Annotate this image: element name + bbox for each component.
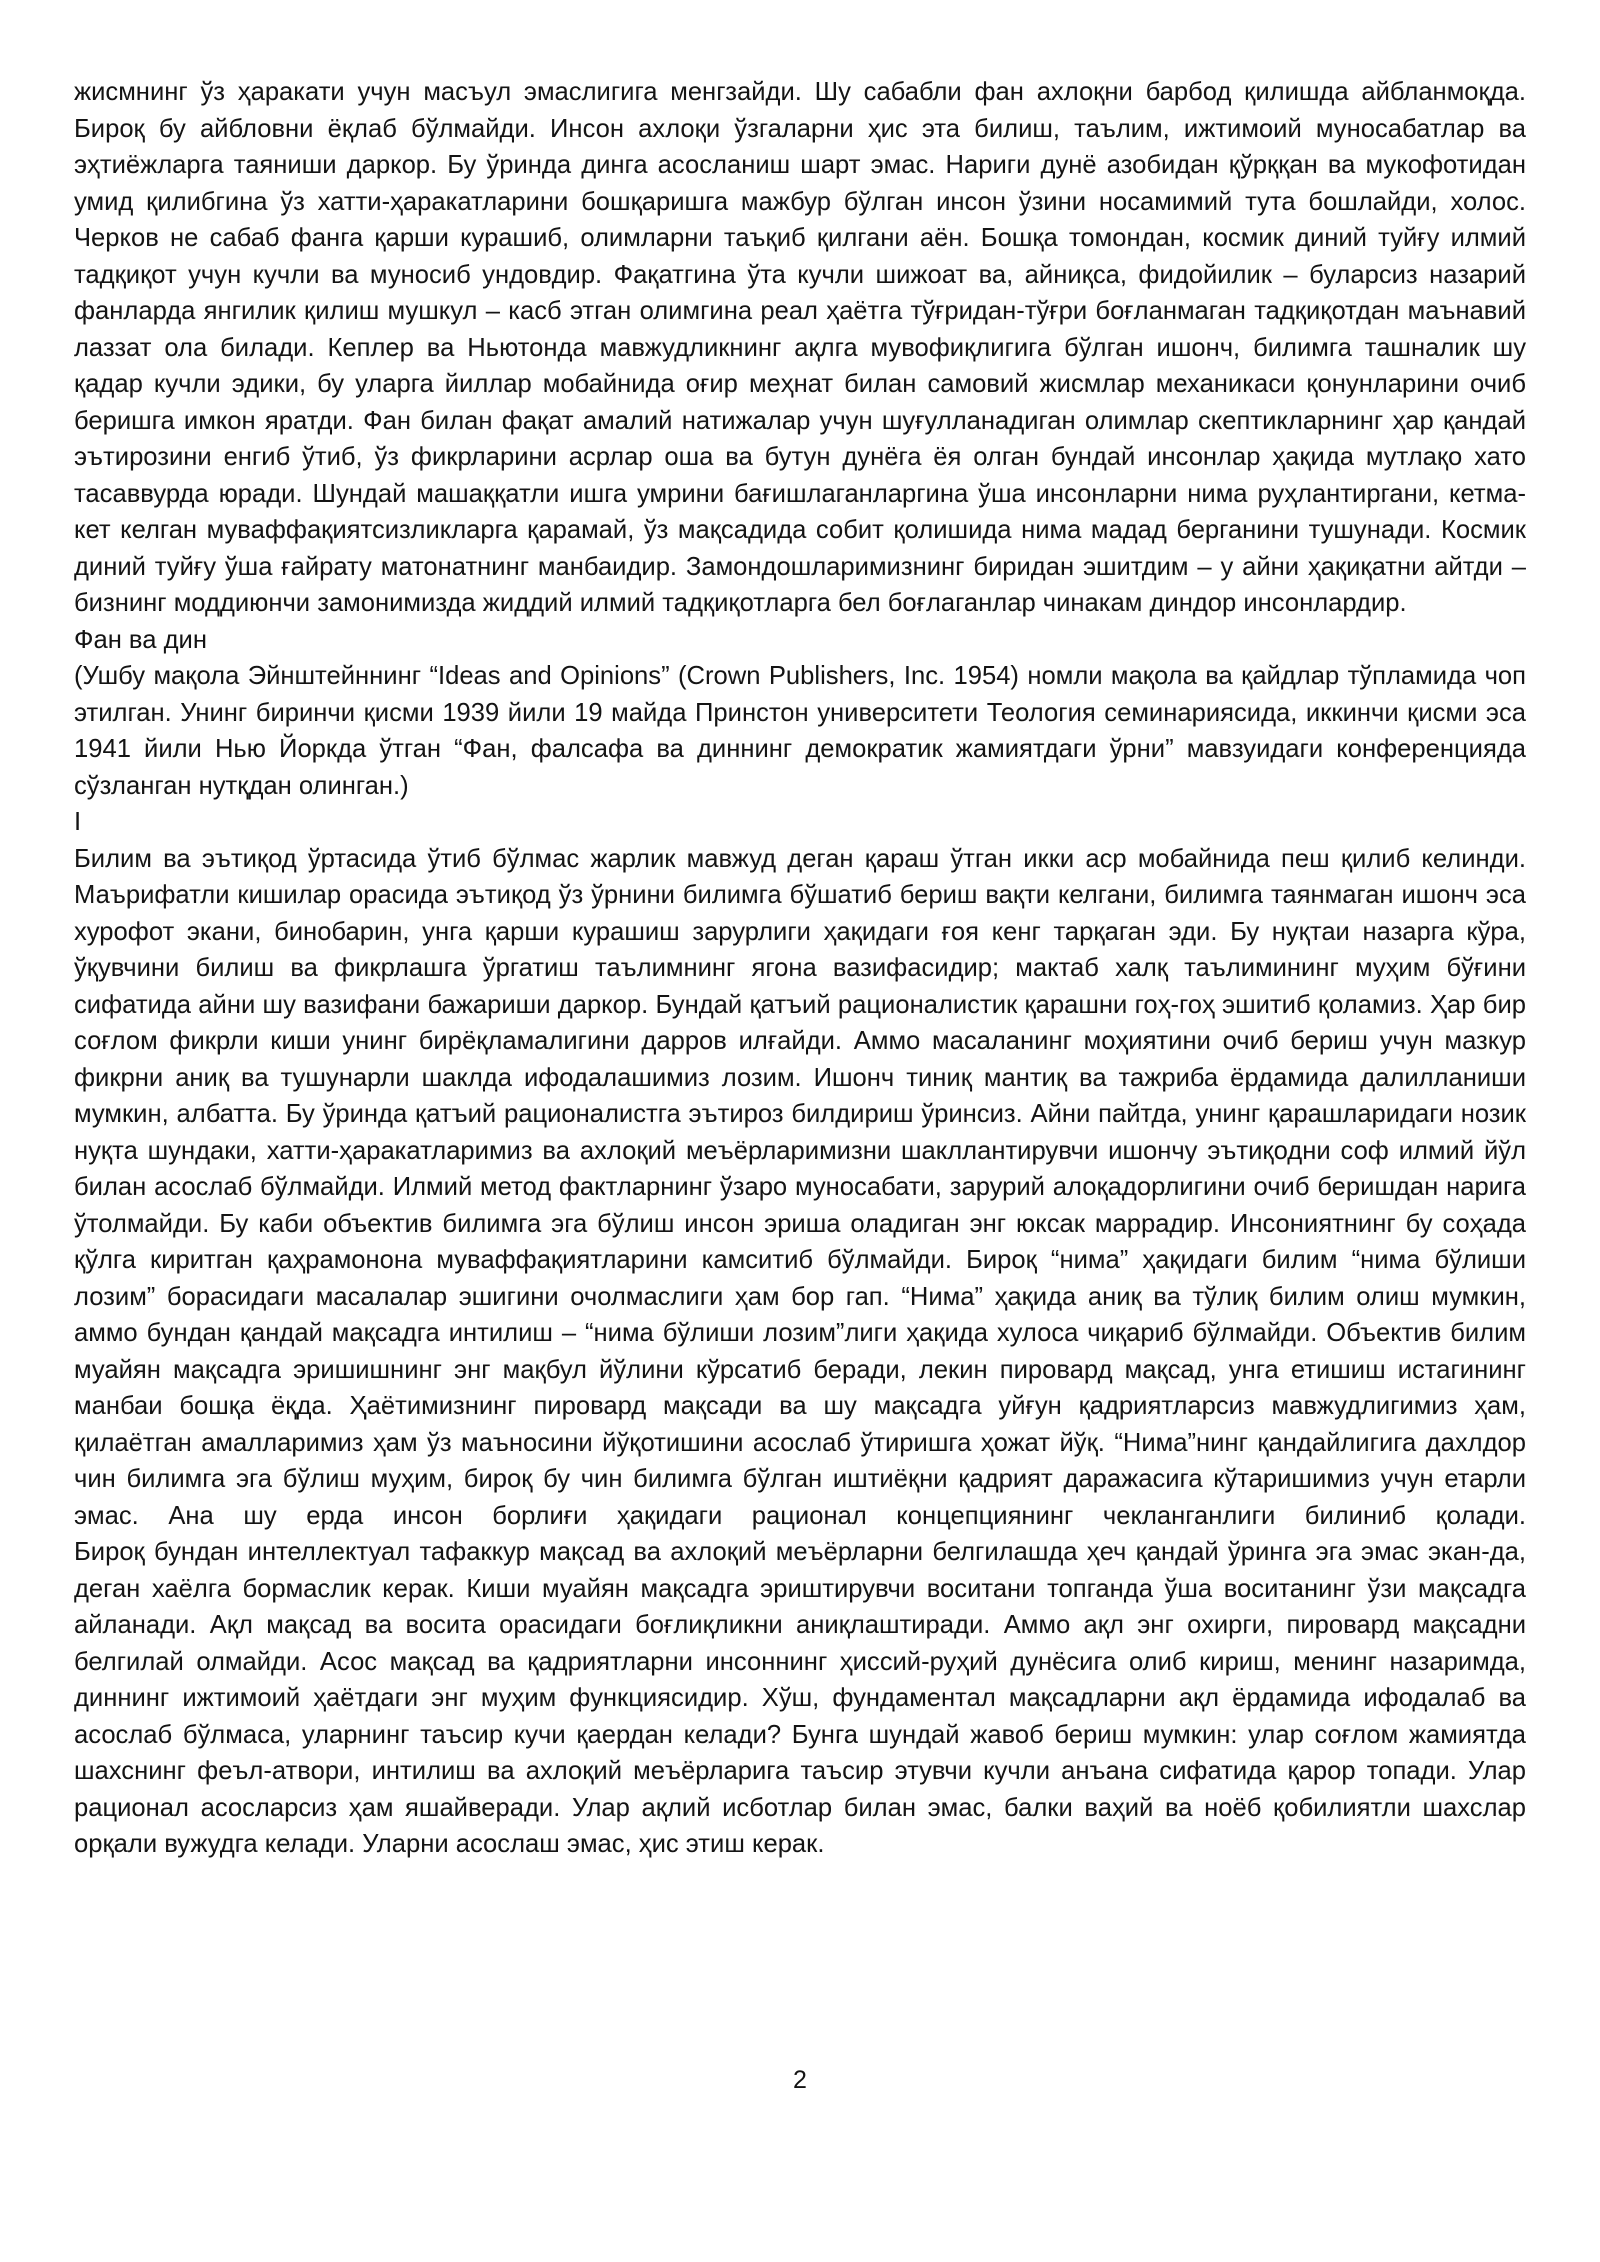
page-number: 2 (793, 2066, 807, 2094)
paragraph-ethics-continuation: жисмнинг ўз ҳаракати учун масъул эмаслигига менгзайди. Шу сабабли фан ахлоқни барбод қилишда айбланмоқда. Бироқ бу айбловни ёқлаб бўлмайди. Инсон ахлоқи ўзгаларни ҳис эта билиш, таълим, ижтимоий муносабатлар ва эҳтиёжларга таяниши даркор. Бу ўринда динга асосланиш шарт эмас. Нариги дунё азобидан қўрққан ва мукофотидан умид қилибгина ўз хатти-ҳаракатларини бошқаришга мажбур бўлган инсон ўзини носамимий тута бошлайди, холос. (74, 78, 1526, 216)
source-note: (Ушбу мақола Эйнштейннинг “Ideas and Opinions” (Crown Publishers, Inc. 1954) номли мақола ва қайдлар тўпламида чоп этилган. Унинг биринчи қисми 1939 йили 19 майда Принстон университети Теология семинариясида, иккинчи қисми эса 1941 йили Нью Йоркда ўтган “Фан, фалсафа ва диннинг демократик жамиятдаги ўрни” мавзуидаги конференцияда сўзланган нутқдан олинган.) (74, 662, 1526, 800)
section-title: Фан ва дин (74, 625, 207, 654)
document-body (74, 74, 1526, 1863)
paragraph-cosmic-religious-feeling: Черков не сабаб фанга қарши курашиб, олимларни таъқиб қилгани аён. Бошқа томондан, космик диний туйғу илмий тадқиқот учун кучли ва муносиб ундовдир. Фақатгина ўта кучли шижоат ва, айниқса, фидойилик – буларсиз назарий фанларда янгилик қилиш мушкул – касб этган олимгина реал ҳаётга тўғридан-тўғри боғланмаган тадқиқотдан маънавий лаззат ола билади. Кеплер ва Ньютонда мавжудликнинг ақлга мувофиқлигига бўлган ишонч, билимга ташналик шу қадар кучли эдики, бу уларга йиллар мобайнида оғир меҳнат билан самовий жисмлар механикаси қонунларини очиб беришга имкон яратди. Фан билан фақат амалий натижалар учун шуғулланадиган олимлар скептикларнинг ҳар қандай эътирозини енгиб ўтиб, ўз фикрларини асрлар оша ва бутун дунёга ёя олган бундай инсонлар ҳақида мутлақо хато тасаввурда юради. Шундай машаққатли ишга умрини бағишлаганларгина ўша инсонларни нима руҳлантиргани, кетма-кет келган муваффақиятсизликларга қарамай, ўз мақсадида собит қолишида нима мадад берганини тушунади. Космик диний туйғу ўша ғайрату матонатнинг манбаидир. Замондошларимизнинг биридан эшитдим – у айни ҳақиқатни айтди – бизнинг моддиюнчи замонимизда жиддий илмий тадқиқотларга бел боғлаганлар чинакам диндор инсонлардир. (74, 224, 1526, 617)
part-number: I (74, 808, 82, 836)
paragraph-knowledge-and-belief: Билим ва эътиқод ўртасида ўтиб бўлмас жарлик мавжуд деган қараш ўтган икки аср мобайнида пеш қилиб келинди. Маърифатли кишилар орасида эътиқод ўз ўрнини билимга бўшатиб бериш вақти келгани, билимга таянмаган ишонч эса хурофот экани, бинобарин, унга қарши курашиш зарурлиги ҳақидаги ғоя кенг тарқаган эди. Бу нуқтаи назарга кўра, ўқувчини билиш ва фикрлашга ўргатиш таълимнинг ягона вазифасидир; мактаб халқ таълимининг муҳим бўғини сифатида айни шу вазифани бажариши даркор. Бундай қатъий рационалистик қарашни гоҳ-гоҳ эшитиб қоламиз. Ҳар бир соғлом фикрли киши унинг бирёқламалигини дарров илғайди. Аммо масаланинг моҳиятини очиб бериш учун мазкур фикрни аниқ ва тушунарли шаклда ифодалашимиз лозим. Ишонч тиниқ мантиқ ва тажриба ёрдамида далилланиши мумкин, албатта. Бу ўринда қатъий рационалистга эътироз билдириш ўринсиз. Айни пайтда, унинг қарашларидаги нозик нуқта шундаки, хатти-ҳаракатларимиз ва ахлоқий меъёрларимизни шакллантирувчи ишончу эътиқодни соф илмий йўл билан асослаб бўлмайди. Илмий метод фактларнинг ўзаро муносабати, зарурий алоқадорлигини очиб беришдан нарига ўтолмайди. Бу каби объектив билимга эга бўлиш инсон эриша оладиган энг юксак маррадир. Инсониятнинг бу соҳада қўлга киритган қаҳрамонона муваффақиятларини камситиб бўлмайди. Бироқ “нима” ҳақидаги билим “нима бўлиши лозим” борасидаги масалалар эшигини очолмаслиги ҳам бор гап. “Нима” ҳақида аниқ ва тўлиқ билим олиш мумкин, аммо бундан қандай мақсадга интилиш – “нима бўлиши лозим”лиги ҳақида хулоса чиқариб бўлмайди. Объектив билим муайян мақсадга эришишнинг энг мақбул йўлини кўрсатиб беради, лекин пировард мақсад, унга етишиш истагининг манбаи бошқа ёқда. Ҳаётимизнинг пировард мақсади ва шу мақсадга уйғун қадриятларсиз мавжудлигимиз ҳам, қилаётган амалларимиз ҳам ўз маъносини йўқотишини асослаб ўтиришга ҳожат йўқ. “Нима”нинг қандайлигига дахлдор чин билимга эга бўлиш муҳим, бироқ бу чин билимга бўлган иштиёқни қадрият даражасига кўтаришимиз учун етарли эмас. Ана шу ерда инсон борлиғи ҳақидаги рационал концепциянинг чекланганлиги билиниб қолади. (74, 844, 1526, 1530)
paragraph-intellect-and-goals: Бироқ бундан интеллектуал тафаккур мақсад ва ахлоқий меъёрларни белгилашда ҳеч қандай ўринга эга эмас экан-да, деган хаёлга бормаслик керак. Киши муайян мақсадга эриштирувчи воситани топганда ўша воситанинг ўзи мақсадга айланади. Ақл мақсад ва восита орасидаги боғлиқликни аниқлаштиради. Аммо ақл энг охирги, пировард мақсадни белгилай олмайди. Асос мақсад ва қадриятларни инсоннинг ҳиссий-руҳий дунёсига олиб кириш, менинг назаримда, диннинг ижтимоий ҳаётдаги энг муҳим функциясидир. Хўш, фундаментал мақсадларни ақл ёрдамида ифодалаб ва асослаб бўлмаса, уларнинг таъсир кучи қаердан келади? Бунга шундай жавоб бериш мумкин: улар соғлом жамиятда шахснинг феъл-атвори, интилиш ва ахлоқий меъёрларига таъсир этувчи кучли анъана сифатида қарор топади. Улар рационал асосларсиз ҳам яшайверади. Улар ақлий исботлар билан эмас, балки ваҳий ва ноёб қобилиятли шахслар орқали вужудга келади. Уларни асослаш эмас, ҳис этиш керак. (74, 1538, 1526, 1858)
